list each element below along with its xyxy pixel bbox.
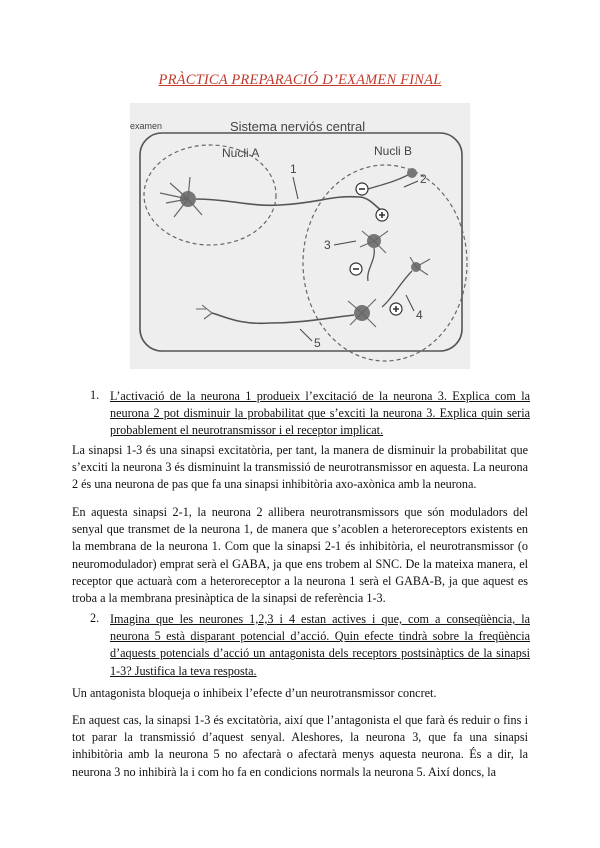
arrow-1 [293,177,298,199]
label-4: 4 [416,308,423,322]
answer-2-paragraph-2: En aquest cas, la sinapsi 1-3 és excitatòria, així que l’antagonista el que farà és reduir o fins i tot parar la transmissió d’aquest senyal. Aleshores, la neurona 3, que fa una sinapsi inhibitòria amb la neurona 5 no afectarà o afectarà menys aquesta neurona. És a dir, la neurona 3 no inhibirà la i com ho fa en condicions normals la neurona 5. Així doncs, la [72,713,528,779]
label-1: 1 [290,162,297,176]
question-2-number: 2. [90,611,100,625]
cns-heading: Sistema nerviós central [230,119,366,134]
arrow-3 [334,241,356,245]
nucleus-a-outline [144,145,276,245]
nucleus-b-label: Nucli B [374,144,413,158]
arrow-4 [406,295,414,311]
answer-1-paragraph-1: La sinapsi 1-3 és una sinapsi excitatòria, per tant, la manera de disminuir la probabilitat que s’exciti la neurona 3 és disminuint la transmissió de neurotransmissor en aquesta. La neurona 2 és una neurona de pas que fa una sinapsi inhibitòria axo-axònica amb la neurona. [72,443,528,492]
neuron-2 [356,168,417,195]
question-1-number: 1. [90,388,100,402]
label-5: 5 [314,336,321,350]
label-3: 3 [324,238,331,252]
page-title: PRÀCTICA PREPARACIÓ D’EXAMEN FINAL [158,72,442,88]
diagram-svg [130,103,470,369]
neuron-5 [196,299,376,327]
arrow-5 [300,329,312,341]
neuron-1 [160,177,382,217]
corner-label: examen [130,121,163,131]
label-2: 2 [420,172,427,186]
question-1: L’activació de la neurona 1 produeix l’excitació de la neurona 3. Explica com la neurona 2 pot disminuir la probabilitat que s’exciti la neurona 3. Explica quin seria probablement el neurotransmissor i el receptor implicat. [110,389,530,438]
neuron-4 [382,257,430,315]
answer-2-paragraph-1: Un antagonista bloqueja o inhibeix l’efecte d’un neurotransmissor concret. [72,686,437,700]
nervous-system-diagram [130,103,470,369]
arrow-2 [404,181,418,187]
neuron-3 [350,209,388,281]
question-2: Imagina que les neurones 1,2,3 i 4 estan actives i que, com a conseqüència, la neurona 5 està disparant potencial d’acció. Quin efecte tindrà sobre la freqüència d’aquests potencials d’acció un antagonista dels receptors postsinàptics de la sinapsi 1-3? Justifica la teva resposta. [110,612,530,678]
nucleus-b-outline [303,165,467,361]
answer-1-paragraph-2: En aquesta sinapsi 2-1, la neurona 2 allibera neurotransmissors que són moduladors del senyal que transmet de la neurona 1, de manera que s’acoblen a heteroreceptors existents en la membrana de la neurona 1. Com que la sinapsi 2-1 és inhibitòria, el neurotransmissor (o neuromodulador) emprat serà el GABA, ja que ens trobem al SNC. De la mateixa manera, el receptor que actuarà com a heteroreceptor a la neurona 1 serà el GABA-B, ja que aquest es troba a la membrana presinàptica de la sinapsi de referència 1-3. [72,505,528,606]
nucleus-a-label: Nucli A [222,146,260,160]
